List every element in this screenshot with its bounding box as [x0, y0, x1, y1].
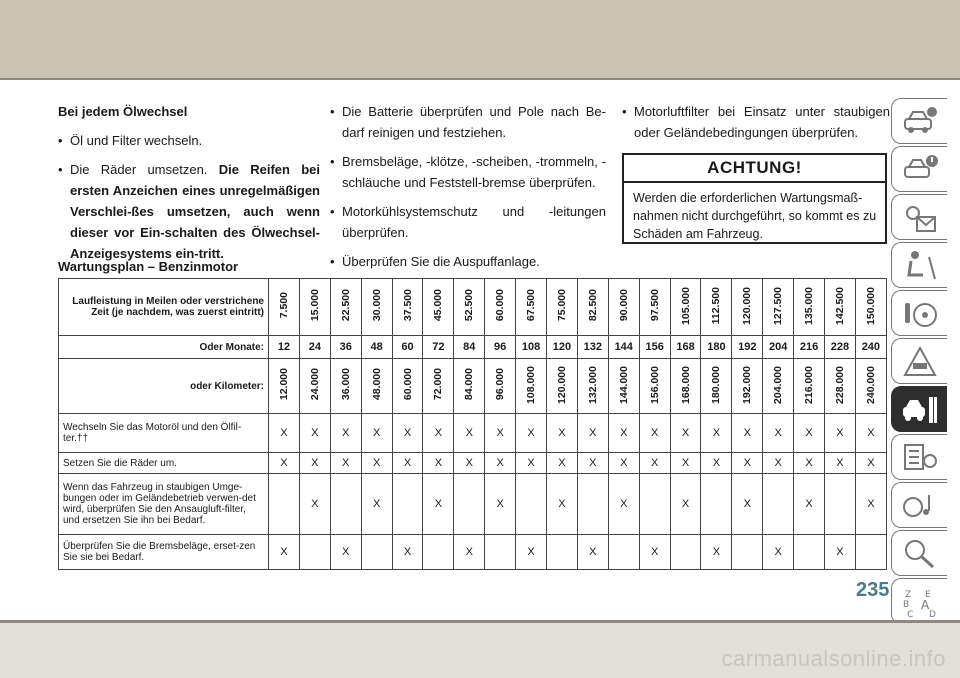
task-mark: [639, 474, 670, 535]
km-value: 12.000: [277, 368, 290, 401]
task-mark: X: [608, 474, 639, 535]
km-row: [59, 359, 887, 414]
miles-value: 97.500: [648, 289, 661, 322]
km-value: 48.000: [370, 368, 383, 401]
task-mark: X: [825, 535, 856, 570]
task-mark: X: [299, 474, 330, 535]
task-mark: X: [701, 535, 732, 570]
nav-tab-music[interactable]: [891, 482, 947, 528]
task-mark: X: [639, 535, 670, 570]
nav-tab-steering[interactable]: [891, 290, 947, 336]
miles-value: 67.500: [525, 289, 538, 322]
km-cell: [423, 359, 454, 414]
months-cell: 108: [516, 336, 547, 359]
miles-cell: [763, 279, 794, 336]
column-checks: [330, 101, 606, 280]
miles-value: 15.000: [308, 289, 321, 322]
magnifier-icon: [901, 537, 939, 571]
task-label: Überprüfen Sie die Bremsbeläge, erset-zen Sie sie bei Bedarf.: [59, 535, 269, 570]
km-value: 216.000: [803, 365, 816, 404]
nav-tab-search[interactable]: [891, 530, 947, 576]
task-mark: X: [763, 453, 794, 474]
bullet-bold-text: Die Reifen bei ersten Anzeichen eines unregelmäßigen Verschlei-ßes umsetzen, auch wenn dieser vor Ein-schalten des Ölwechsel-Anzeigesystems ein-tritt.: [70, 162, 320, 261]
miles-cell: [825, 279, 856, 336]
miles-cell: [361, 279, 392, 336]
miles-cell: [670, 279, 701, 336]
months-cell: 84: [454, 336, 485, 359]
task-mark: X: [577, 414, 608, 453]
miles-value: 142.500: [833, 286, 846, 325]
task-mark: [732, 535, 763, 570]
svg-text:B: B: [903, 600, 910, 610]
task-mark: [330, 474, 361, 535]
task-label: Wenn das Fahrzeug in staubigen Umge-bungen oder im Geländebetrieb verwen-det wird, überprüfen Sie den Ansaugluft-filter, und ersetzen Sie ihn bei Bedarf.: [59, 474, 269, 535]
km-value: 84.000: [463, 368, 476, 401]
months-cell: 180: [701, 336, 732, 359]
task-mark: [423, 535, 454, 570]
svg-text:A: A: [921, 598, 930, 612]
bullet-rotate-wheels: [58, 159, 320, 264]
task-mark: [670, 535, 701, 570]
task-mark: X: [577, 453, 608, 474]
km-value: 240.000: [864, 365, 877, 404]
miles-cell: [454, 279, 485, 336]
page-number: 235: [856, 579, 890, 601]
months-cell: 60: [392, 336, 423, 359]
miles-cell: [701, 279, 732, 336]
miles-value: 45.000: [432, 289, 445, 322]
task-mark: X: [330, 414, 361, 453]
maintenance-plan-title: Wartungsplan – Benzinmotor: [58, 259, 239, 274]
miles-value: 22.500: [339, 289, 352, 322]
nav-tab-service[interactable]: [891, 386, 947, 432]
task-mark: X: [454, 535, 485, 570]
months-cell: 240: [855, 336, 886, 359]
miles-cell: [794, 279, 825, 336]
km-value: 36.000: [339, 368, 352, 401]
km-cell: [485, 359, 516, 414]
miles-value: 105.000: [679, 286, 692, 325]
task-mark: X: [547, 474, 578, 535]
months-cell: 144: [608, 336, 639, 359]
miles-value: 60.000: [494, 289, 507, 322]
months-cell: 12: [269, 336, 300, 359]
maintenance-table: [58, 278, 887, 570]
km-cell: [392, 359, 423, 414]
task-mark: X: [732, 414, 763, 453]
car-service-icon: [901, 393, 939, 427]
miles-value: 7.500: [277, 292, 290, 319]
task-mark: X: [855, 414, 886, 453]
task-mark: X: [423, 453, 454, 474]
column-air-filter: [622, 101, 890, 151]
task-mark: [299, 535, 330, 570]
km-cell: [547, 359, 578, 414]
task-mark: X: [330, 535, 361, 570]
months-cell: 132: [577, 336, 608, 359]
miles-cell: [392, 279, 423, 336]
task-mark: X: [392, 453, 423, 474]
months-cell: 48: [361, 336, 392, 359]
km-cell: [701, 359, 732, 414]
task-mark: [516, 474, 547, 535]
miles-cell: [423, 279, 454, 336]
task-mark: X: [423, 414, 454, 453]
miles-value: 90.000: [617, 289, 630, 322]
warning-text: Werden die erforderlichen Wartungsmaß-nahmen nicht durchgeführt, so kommt es zu Schäden am Fahrzeug.: [633, 191, 877, 241]
task-mark: [392, 474, 423, 535]
task-mark: X: [855, 453, 886, 474]
km-cell: [269, 359, 300, 414]
miles-value: 75.000: [555, 289, 568, 322]
km-value: 72.000: [432, 368, 445, 401]
bullet-oil-filter: • Öl und Filter wechseln.: [58, 130, 320, 151]
bullet-brakes: • Bremsbeläge, -klötze, -scheiben, -trommeln, -schläuche und Feststell-bremse überprüfen.: [330, 151, 606, 193]
task-mark: [825, 474, 856, 535]
task-mark: X: [454, 414, 485, 453]
km-cell: [577, 359, 608, 414]
task-mark: X: [608, 414, 639, 453]
svg-text:E: E: [925, 590, 931, 600]
task-mark: X: [361, 453, 392, 474]
svg-text:Z: Z: [905, 590, 912, 600]
task-mark: X: [825, 414, 856, 453]
km-value: 180.000: [710, 365, 723, 404]
warning-title: ACHTUNG!: [624, 155, 885, 183]
top-band: [0, 0, 960, 80]
km-cell: [670, 359, 701, 414]
task-mark: X: [485, 474, 516, 535]
km-value: 60.000: [401, 368, 414, 401]
nav-tab-warning-car[interactable]: [891, 146, 947, 192]
task-mark: X: [701, 414, 732, 453]
task-mark: X: [794, 414, 825, 453]
task-mark: X: [361, 414, 392, 453]
miles-cell: [732, 279, 763, 336]
task-mark: [794, 535, 825, 570]
task-mark: [269, 474, 300, 535]
warning-box: [622, 153, 887, 244]
car-info-icon: [901, 105, 939, 139]
task-mark: X: [825, 453, 856, 474]
column-oil-change: [58, 101, 320, 272]
km-value: 108.000: [525, 365, 538, 404]
task-mark: X: [577, 535, 608, 570]
task-mark: X: [608, 453, 639, 474]
top-divider: [0, 78, 960, 80]
nav-tab-emergency[interactable]: [891, 338, 947, 384]
miles-value: 112.500: [710, 286, 723, 325]
bullet-plain-text: Die Räder umsetzen.: [70, 162, 208, 177]
miles-value: 52.500: [463, 289, 476, 322]
miles-cell: [516, 279, 547, 336]
km-value: 168.000: [679, 365, 692, 404]
task-mark: [454, 474, 485, 535]
task-mark: X: [732, 474, 763, 535]
task-mark: X: [330, 453, 361, 474]
km-value: 120.000: [555, 365, 568, 404]
months-cell: 228: [825, 336, 856, 359]
task-mark: X: [701, 453, 732, 474]
miles-row: [59, 279, 887, 336]
music-icon: [901, 489, 939, 523]
task-mark: X: [670, 414, 701, 453]
task-row: [59, 474, 887, 535]
months-cell: 96: [485, 336, 516, 359]
km-cell: [454, 359, 485, 414]
miles-cell: [855, 279, 886, 336]
watermark: carmanualsonline.info: [721, 646, 946, 671]
task-row: [59, 414, 887, 453]
bullet-battery: • Die Batterie überprüfen und Pole nach Be-darf reinigen und festziehen.: [330, 101, 606, 143]
months-cell: 192: [732, 336, 763, 359]
airbag-seat-icon: [901, 249, 939, 283]
months-cell: 120: [547, 336, 578, 359]
task-mark: X: [639, 453, 670, 474]
miles-value: 127.500: [772, 286, 785, 325]
task-mark: X: [361, 474, 392, 535]
task-mark: X: [794, 474, 825, 535]
km-cell: [361, 359, 392, 414]
km-label: oder Kilometer:: [59, 359, 269, 414]
miles-value: 135.000: [803, 286, 816, 325]
task-row: [59, 453, 887, 474]
dashboard-lights-icon: [901, 201, 939, 235]
km-value: 24.000: [308, 368, 321, 401]
task-mark: X: [547, 453, 578, 474]
svg-text:D: D: [929, 610, 936, 619]
task-mark: [547, 535, 578, 570]
nav-tab-settings-list[interactable]: [891, 434, 947, 480]
bullet-exhaust: • Überprüfen Sie die Auspuffanlage.: [330, 251, 606, 272]
miles-label: Laufleistung in Meilen oder verstrichene Zeit (je nachdem, was zuerst eintritt): [59, 279, 269, 336]
task-mark: X: [639, 414, 670, 453]
miles-cell: [547, 279, 578, 336]
miles-cell: [299, 279, 330, 336]
task-mark: X: [269, 535, 300, 570]
task-mark: X: [516, 414, 547, 453]
months-cell: 156: [639, 336, 670, 359]
nav-tab-airbag-seat[interactable]: [891, 242, 947, 288]
months-cell: 24: [299, 336, 330, 359]
task-label: Setzen Sie die Räder um.: [59, 453, 269, 474]
miles-cell: [577, 279, 608, 336]
task-mark: [855, 535, 886, 570]
emergency-triangle-icon: [901, 345, 939, 379]
task-mark: [763, 474, 794, 535]
task-mark: X: [855, 474, 886, 535]
km-value: 204.000: [772, 365, 785, 404]
miles-cell: [639, 279, 670, 336]
miles-cell: [485, 279, 516, 336]
miles-value: 150.000: [864, 286, 877, 325]
km-cell: [732, 359, 763, 414]
task-mark: X: [547, 414, 578, 453]
task-mark: [577, 474, 608, 535]
km-cell: [794, 359, 825, 414]
steering-wheel-icon: [901, 297, 939, 331]
miles-cell: [330, 279, 361, 336]
task-mark: X: [392, 535, 423, 570]
task-mark: X: [732, 453, 763, 474]
km-value: 96.000: [494, 368, 507, 401]
task-mark: X: [392, 414, 423, 453]
months-cell: 36: [330, 336, 361, 359]
task-mark: [485, 535, 516, 570]
settings-list-icon: [901, 441, 939, 475]
task-mark: X: [269, 414, 300, 453]
nav-tab-index[interactable]: [891, 578, 947, 624]
alphabet-index-icon: [901, 585, 939, 619]
miles-value: 82.500: [586, 289, 599, 322]
task-mark: X: [763, 535, 794, 570]
km-value: 192.000: [741, 365, 754, 404]
task-mark: X: [299, 414, 330, 453]
task-mark: [701, 474, 732, 535]
months-label: Oder Monate:: [59, 336, 269, 359]
bullet-cooling: • Motorkühlsystemschutz und -leitungen überprüfen.: [330, 201, 606, 243]
miles-value: 30.000: [370, 289, 383, 322]
km-value: 144.000: [617, 365, 630, 404]
km-value: 156.000: [648, 365, 661, 404]
section-heading: Bei jedem Ölwechsel: [58, 104, 188, 119]
km-cell: [825, 359, 856, 414]
km-cell: [855, 359, 886, 414]
task-mark: X: [670, 453, 701, 474]
task-mark: X: [423, 474, 454, 535]
months-cell: 168: [670, 336, 701, 359]
task-mark: X: [794, 453, 825, 474]
svg-text:C: C: [907, 610, 914, 619]
bullet-air-filter: • Motorluftfilter bei Einsatz unter staubigen oder Geländebedingungen überprüfen.: [622, 101, 890, 143]
km-cell: [516, 359, 547, 414]
km-cell: [608, 359, 639, 414]
task-mark: X: [299, 453, 330, 474]
miles-cell: [269, 279, 300, 336]
km-cell: [763, 359, 794, 414]
task-mark: X: [485, 453, 516, 474]
task-mark: X: [485, 414, 516, 453]
nav-tab-dashboard-lights[interactable]: [891, 194, 947, 240]
km-cell: [299, 359, 330, 414]
task-mark: X: [516, 453, 547, 474]
km-value: 132.000: [586, 365, 599, 404]
task-mark: [608, 535, 639, 570]
months-cell: 204: [763, 336, 794, 359]
miles-value: 37.500: [401, 289, 414, 322]
warning-car-icon: [901, 153, 939, 187]
months-cell: 216: [794, 336, 825, 359]
km-cell: [330, 359, 361, 414]
km-cell: [639, 359, 670, 414]
miles-cell: [608, 279, 639, 336]
miles-value: 120.000: [741, 286, 754, 325]
nav-tab-car-info[interactable]: [891, 98, 947, 144]
months-row: [59, 336, 887, 359]
task-mark: [361, 535, 392, 570]
task-mark: X: [670, 474, 701, 535]
km-value: 228.000: [833, 365, 846, 404]
task-mark: X: [269, 453, 300, 474]
task-label: Wechseln Sie das Motoröl und den Ölfil-ter.††: [59, 414, 269, 453]
months-cell: 72: [423, 336, 454, 359]
task-row: [59, 535, 887, 570]
task-mark: X: [454, 453, 485, 474]
task-mark: X: [516, 535, 547, 570]
bottom-divider: [0, 620, 960, 623]
task-mark: X: [763, 414, 794, 453]
